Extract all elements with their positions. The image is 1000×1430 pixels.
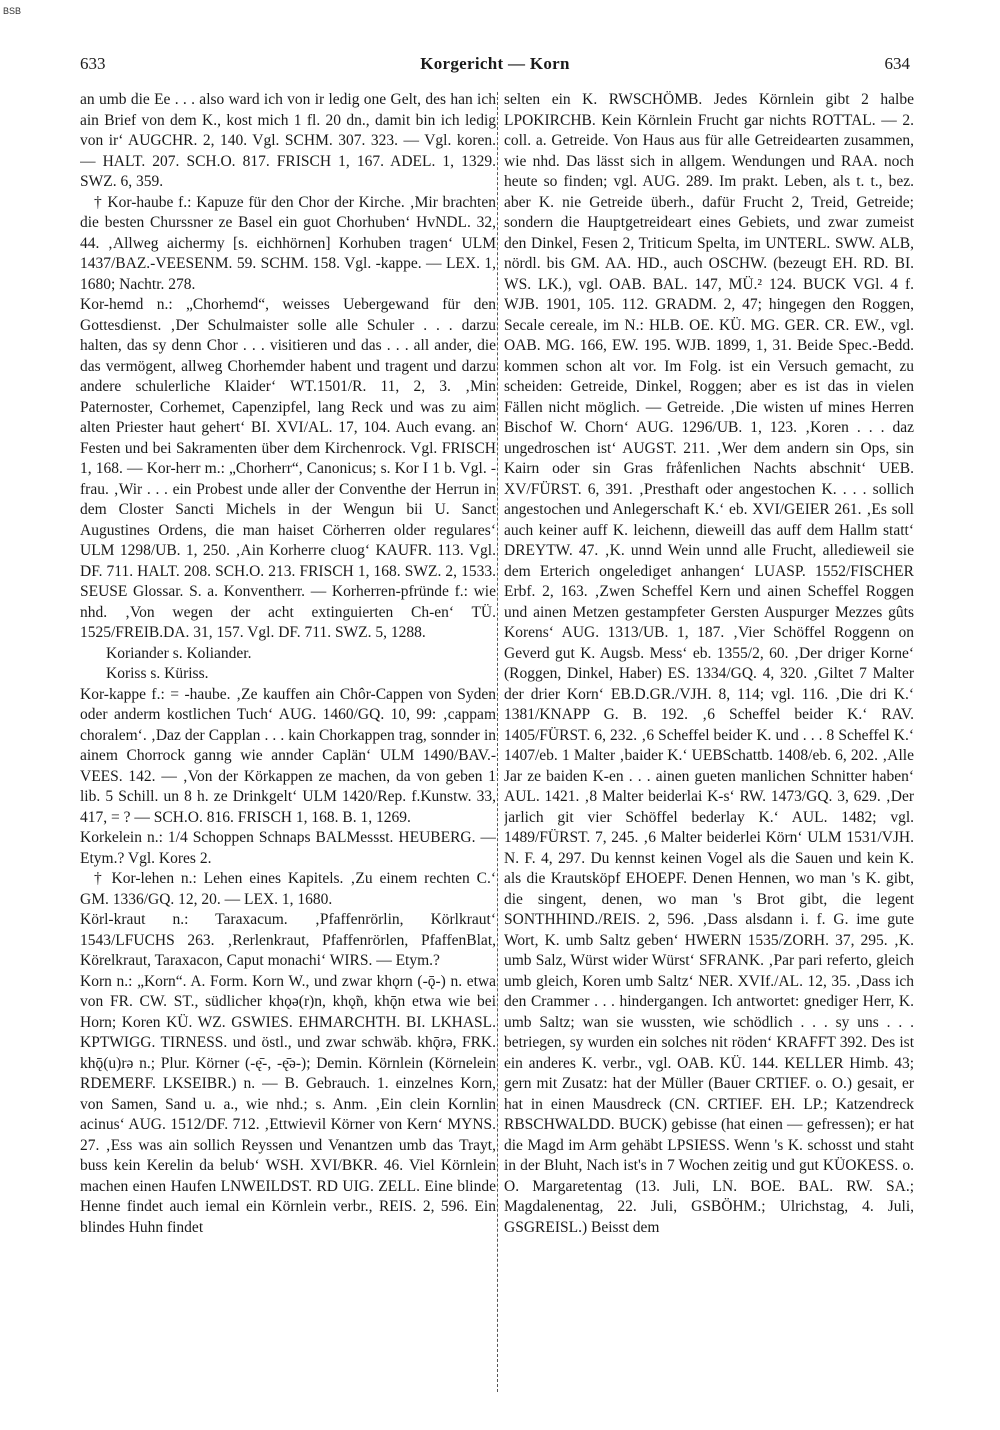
entry-kor-lehen: † Kor-lehen n.: Lehen eines Kapitels. ‚Zu einem rechten C.‘ GM. 1336/GQ. 12, 20. — LEX. 1, 1680. (80, 870, 496, 908)
library-stamp: BSB (3, 6, 22, 16)
column-divider (497, 92, 498, 1392)
entry-korkelein: Korkelein n.: 1/4 Schoppen Schnaps BALMessst. HEUBERG. — Etym.? Vgl. Kores 2. (80, 829, 496, 867)
left-column (80, 90, 496, 1415)
entry-kor-kappe: Kor-kappe f.: = -haube. ‚Ze kauffen ain Chôr-Cappen von Syden oder anderm kostlichen Tuch‘ AUG. 1460/GQ. 10, 99: ‚cappam choralem‘. ‚Daz der Capplan . . . kain Chorkappen trag, sonnder in ainem Chorrock ganng wie annder Caplän‘ ULM 1490/BAV.-VEES. 142. — ‚Von der Körkappen ze machen, da von geben 1 lib. 5 Schill. un 8 h. ze Drinkgelt‘ ULM 1420/Rep. f.Kunstw. 33, 417, = ? — SCH.O. 816. FRISCH 1, 168. B. 1, 1269. (80, 685, 496, 826)
page-number-right: 634 (884, 54, 910, 73)
entry-koriss: Koriss s. Küriss. (106, 665, 209, 682)
page-header (80, 50, 910, 76)
right-column (504, 90, 914, 1415)
entry-kor-hemd: Kor-hemd n.: „Chorhemd“, weisses Uebergewand für den Gottesdienst. ‚Der Schulmaister solle alle Schuler . . . darzu halten, das sy denn Chor . . . visitieren und das . . . all ander, die das vermögent, allweg Chorhemder habent und tragent und darzu andere schulerliche Klaider‘ WT.1501/R. 11, 2, 3. ‚Min Paternoster, Corhemet, Capenzipfel, lang Reck und was zu aim alten Priester haut gehert‘ BI. XVI/AL. 17, 104. Auch evang. an Festen und bei Sakramenten über dem Kirchenrock. Vgl. FRISCH 1, 168. — Kor-herr m.: „Chorherr“, Canonicus; s. Kor I 1 b. Vgl. -frau. ‚Wir . . . ein Probest unde aller der Conventhe der Herrun in dem Closter Sancti Michels in der Wengun bii U. Sanct Augustines Ordens, die man haiset Cörherren older regulares‘ ULM 1298/UB. 1, 250. ‚Ain Korherre cluog‘ KAUFR. 113. Vgl. DF. 711. HALT. 208. SCH.O. 213. FRISCH 1, 168. SWZ. 2, 1533. SEUSE Glossar. S. a. Konventherr. — Korherren-pfründe f.: wie nhd. ‚Von wegen der acht extinguierten Ch-en‘ TÜ. 1525/FREIB.DA. 31, 157. Vgl. DF. 711. SWZ. 5, 1288. (80, 296, 496, 641)
entry-paragraph: an umb die Ee . . . also ward ich von ir ledig one Gelt, des han ich ain Brief von dem K., kost mich 1 fl. 20 dn., damit bin ich ledig von ir‘ AUGCHR. 2, 140. Vgl. SCHM. 307. 323. — Vgl. koren. — HALT. 207. SCH.O. 817. FRISCH 1, 167. ADEL. 1, 1329. SWZ. 6, 359. (80, 91, 496, 190)
page-number-left: 633 (80, 54, 106, 73)
entry-koerl-kraut: Körl-kraut n.: Taraxacum. ‚Pfaffenrörlin, Körlkraut‘ 1543/LFUCHS 263. ‚Rerlenkraut, Pfaffenrörlen, PfaffenBlat, Körelkraut, Taraxacon, Caput monachi‘ WIRS. — Etym.? (80, 911, 496, 969)
entry-korn-continued: selten ein K. RWSCHÖMB. Jedes Körnlein gibt 2 halbe LPOKIRCHB. Kein Körnlein Frucht gar nichts ROTTAL. — 2. coll. a. Getreide. Von Haus aus für alle Getreidearten zusammen, wie nhd. Das lässt sich in allgem. Wendungen und RAA. noch heute so finden; vgl. AUG. 289. Im prakt. Leben, als t. t., bez. aber K. nie Getreide überh., dafür Frucht 2, Treid, Getreide; sondern die Hauptgetreideart eines Gebiets, und zwar zumeist den Dinkel, Fesen 2, Triticum Spelta, im UNTERL. SWW. ALB, nördl. bis GM. AA. HD., auch OSCHW. (bezeugt EH. RD. BI. WS. LK.), vgl. OAB. BAL. 147, MÜ.² 124. BUCK VGl. 4 f. WJB. 1901, 105. 112. GRADM. 2, 47; hingegen den Roggen, Secale cereale, im N.: HLB. OE. KÜ. MG. GER. CR. EW., vgl. OAB. MG. 166, EW. 195. WJB. 1899, 1, 31. Beide Spec.-Bedd. kommen schon alt vor. Im Folg. ist ein Versuch gemacht, zu scheiden: Getreide, Dinkel, Roggen; aber es ist das in vielen Fällen nicht möglich. — Getreide. ‚Die wisten uf mines Herren Bischof W. Chorn‘ AUG. 1296/UB. 1, 123. ‚Koren . . . daz ungedroschen ist‘ AUGST. 211. ‚Wer dem andern sin Ops, sin Kairn oder sin Gras fråfenlichen Nachts abschnit‘ UEB. XV/FÜRST. 6, 391. ‚Presthaft oder angestochen K. . . . sollich angestochen und Anlegerschaft K.‘ eb. XVI/GEIER 261. ‚Es soll auch keiner auff K. leichenn, dieweill das auff dem Hallm statt‘ DREYTW. 47. ‚K. unnd Wein unnd alle Frucht, alledieweil sie dem Erterich ongelediget anhangen‘ LUASP. 1552/FISCHER Erbf. 2, 163. ‚Zwen Scheffel Kern und ainen Scheffel Roggen und ainen Metzen gestampfeter Gersten Auspurger Mezzes gûts Korens‘ AUG. 1313/UB. 1, 187. ‚Vier Schöffel Roggenn on Geverd gut K. Augsb. Mess‘ eb. 1355/2, 60. ‚Der driger Korne‘ (Roggen, Dinkel, Haber) ES. 1334/GQ. 4, 320. ‚Giltet 7 Malter der drier Korn‘ EB.D.GR./VJH. 8, 114; vgl. 116. ‚Die dri K.‘ 1381/KNAPP G. B. 192. ‚6 Scheffel beider K.‘ RAV. 1405/FÜRST. 6, 232. ‚6 Scheffel beider K. und . . . 8 Scheffel K.‘ 1407/eb. 1 Malter ‚baider K.‘ UEBSchattb. 1408/eb. 6, 202. ‚Alle Jar ze baiden K-en . . . ainen gueten manlichen Schnitter haben‘ AUL. 1421. ‚8 Malter beiderlai K-s‘ RW. 1473/GQ. 3, 629. ‚Der jarlich git vier Schöffel bederlay K.‘ AUL. 1482; vgl. 1489/FÜRST. 7, 245. ‚6 Malter beiderlei Körn‘ ULM 1531/VJH. N. F. 4, 297. Du kennst keinen Vogel als die Sauen und kein K. als die Krautsköpf EHOEPF. Denen Hennen, wo man 's K. gibt, die singent, denen, wo man 's Brot gibt, die legent SONTHHIND./REIS. 2, 596. ‚Dass alsdann i. f. G. ime gute Wort, K. umb Saltz geben‘ HWERN 1535/ZORH. 37, 295. ‚K. umb Salz, Würst wider Würst‘ SFRANK. ‚Par pari referto, gleich umb gleich, Koren umb Saltz‘ NER. XVIf./AL. 12, 35. ‚Dass ich den Crammer . . . hindergangen. Ich antwortet: gnediger Herr, K. umb Saltz; wan sie wussten, wie schödlich . . . sy uns . . . betriegen, sy wurden ein solches nit röden‘ KRAFFT 392. Des ist ein anderes K. verbr., vgl. OAB. KÜ. 144. KELLER Himb. 43; gern mit Zusatz: hat der Müller (Bauer CRTIEF. o. O.) gesait, er hat in einen Mausdreck (CN. CRTIEF. EH. LP.; Katzendreck RBSCHWALDD. BUCK) gebisse (hat einen — gefressen); er hat die Magd im Arm gehäbt LPSIESS. Wenn 's K. schosst und staht in der Bluht, Nach ist's in 7 Wochen zeitig und gut KÜOKESS. o. O. Margaretentag (13. Juli, LN. BOE. BAL. RW. SA.; Magdalenentag, 22. Juli, GSBÖHM.; Ulrichstag, 4. Juli, GSGREISL.) Beisst dem (504, 91, 914, 1236)
entry-koriander: Koriander s. Koliander. (106, 644, 252, 662)
entry-kor-haube: † Kor-haube f.: Kapuze für den Chor der Kirche. ‚Mir brachten die besten Churssner ze Basel ein guot Chorhuben‘ HvNDL. 32, 44. ‚Allweg aichermy [s. eichhörnen] Korhuben tragen‘ ULM 1437/BAZ.-VEESENM. 59. SCHM. 158. Vgl. -kappe. — LEX. 1, 1680; Nachtr. 278. (80, 193, 496, 293)
entry-korn: Korn n.: „Korn“. A. Form. Korn W., und zwar khǫrn (-ǭ-) n. etwa von FR. CW. ST., südlicher khǫə(r)n, khǫ̃n, khǭn etwa wie bei Horn; Koren KÜ. WZ. GSWIES. EHMARCHTH. BI. LKHASL. KPTWIGG. TIRNESS. und östl., und zwar schwäb. khǭrə, FRK. khǭ(u)rə n.; Plur. Körner (-ę̄-, -ę̄ə-); Demin. Körnlein (Körnelein RDEMERF. LKSEIBR.) n. — B. Gebrauch. 1. einzelnes Korn, von Samen, Sand u. a., wie nhd.; s. Anm. ‚Ein clein Kornlin acinus‘ AUG. 1512/DF. 712. ‚Ettwievil Körner von Kern‘ MYNS. 27. ‚Ess was ain sollich Reyssen und Venantzen umb das Trayt, buss kein Kerelin da belub‘ WSH. XVI/BKR. 46. Viel Körnlein machen einen Haufen LNWEILDST. RD UIG. ZELL. Eine blinde Henne findet auch iemal ein Körnlein verbr., REIS. 2, 596. Ein blindes Huhn findet (80, 972, 496, 1236)
running-title: Korgericht — Korn (420, 54, 570, 73)
